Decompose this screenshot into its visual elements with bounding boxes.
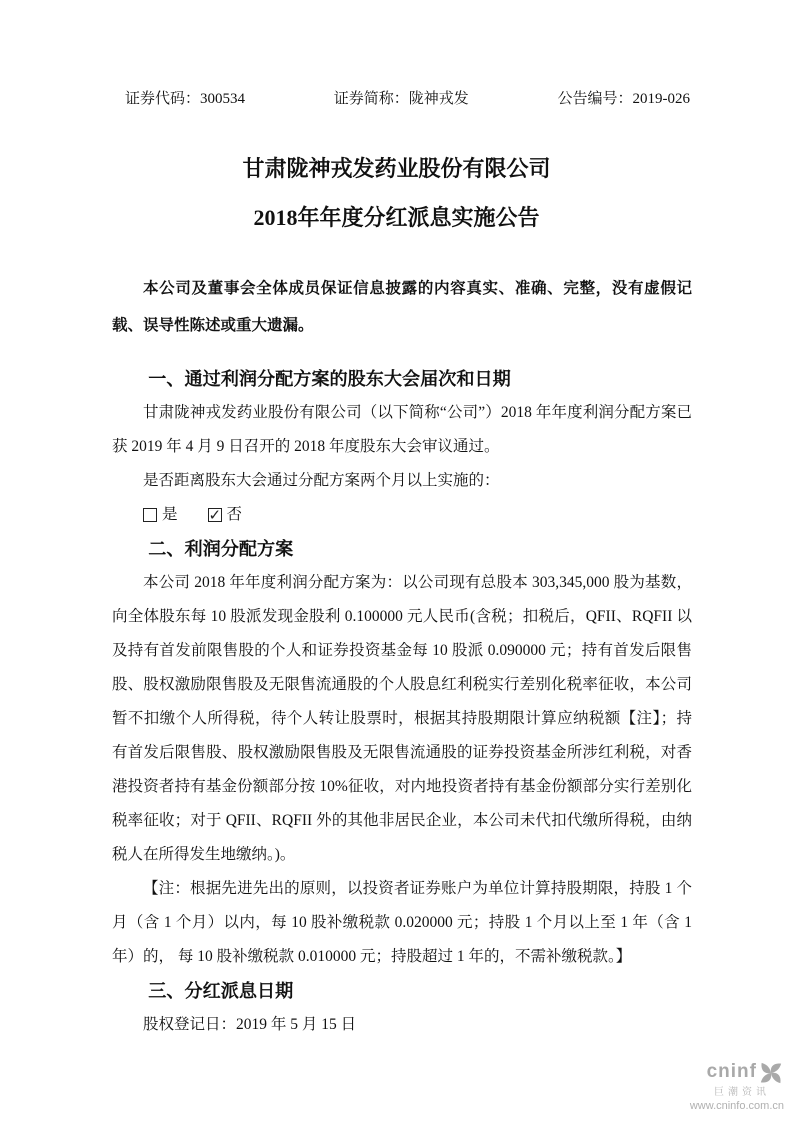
document-title — [60, 144, 733, 242]
pinwheel-icon — [758, 1060, 784, 1086]
watermark-brand-cn: 巨潮资讯 — [714, 1086, 770, 1098]
watermark-brand: cninf — [706, 1061, 757, 1083]
stock-abbreviation: 证券简称：陇神戎发 — [333, 91, 469, 107]
section-2-note: 【注：根据先进先出的原则，以投资者证券账户为单位计算持股期限，持股 1 个月（含 1 个月）以内，每 10 股补缴税款 0.020000 元；持股 1 个月以上至 1 年（含 1 年）的， 每 10 股补缴税款 0.010000 元；持股超过 1 年的，不需补缴税款。】 — [112, 880, 692, 965]
cninfo-logo — [690, 1060, 784, 1086]
implementation-question: 是否距离股东大会通过分配方案两个月以上实施的： — [143, 472, 500, 489]
option-no-label: 否 — [226, 506, 243, 523]
announcement-number: 公告编号：2019-026 — [557, 91, 690, 107]
option-yes — [143, 498, 178, 532]
company-name-title: 甘肃陇神戎发药业股份有限公司 — [242, 156, 551, 181]
cninfo-watermark — [690, 1060, 784, 1112]
option-no — [208, 498, 243, 532]
checkbox-unchecked-icon — [143, 508, 157, 522]
document-header — [125, 88, 690, 110]
watermark-url: www.cninfo.com.cn — [689, 1099, 784, 1112]
announcement-subtitle: 2018年年度分红派息实施公告 — [253, 205, 540, 230]
document-body — [112, 270, 692, 1042]
stock-code: 证券代码：300534 — [125, 91, 246, 107]
section-2-paragraph: 本公司 2018 年年度利润分配方案为：以公司现有总股本 303,345,000 股为基数，向全体股东每 10 股派发现金股利 0.100000 元人民币(含税；扣税后，QFII、RQFII 以及持有首发前限售股的个人和证券投资基金每 10 股派 0.090000 元；持有首发后限售股、股权激励限售股及无限售流通股的个人股息红利税实行差别化税率征收，本公司暂不扣缴个人所得税，待个人转让股票时，根据其持股期限计算应纳税额【注】；持有首发后限售股、股权激励限售股及无限售流通股的证券投资基金所涉红利税，对香港投资者持有基金份额部分按 10%征收，对内地投资者持有基金份额部分实行差别化税率征收；对于 QFII、RQFII 外的其他非居民企业，本公司未代扣代缴所得税，由纳税人在所得发生地缴纳。)。 — [112, 574, 692, 863]
disclaimer-statement: 本公司及董事会全体成员保证信息披露的内容真实、准确、完整，没有虚假记载、误导性陈述或重大遗漏。 — [112, 280, 692, 334]
section-2-heading: 二、利润分配方案 — [148, 539, 294, 559]
section-1-heading: 一、通过利润分配方案的股东大会届次和日期 — [148, 369, 511, 389]
option-yes-label: 是 — [162, 506, 178, 523]
section-3-heading: 三、分红派息日期 — [148, 981, 294, 1001]
section-1-paragraph: 甘肃陇神戎发药业股份有限公司（以下简称“公司”）2018 年年度利润分配方案已获 2019 年 4 月 9 日召开的 2018 年度股东大会审议通过。 — [112, 404, 692, 455]
yes-no-options — [112, 498, 692, 532]
checkbox-checked-icon — [208, 508, 222, 522]
record-date-line: 股权登记日：2019 年 5 月 15 日 — [143, 1016, 357, 1033]
